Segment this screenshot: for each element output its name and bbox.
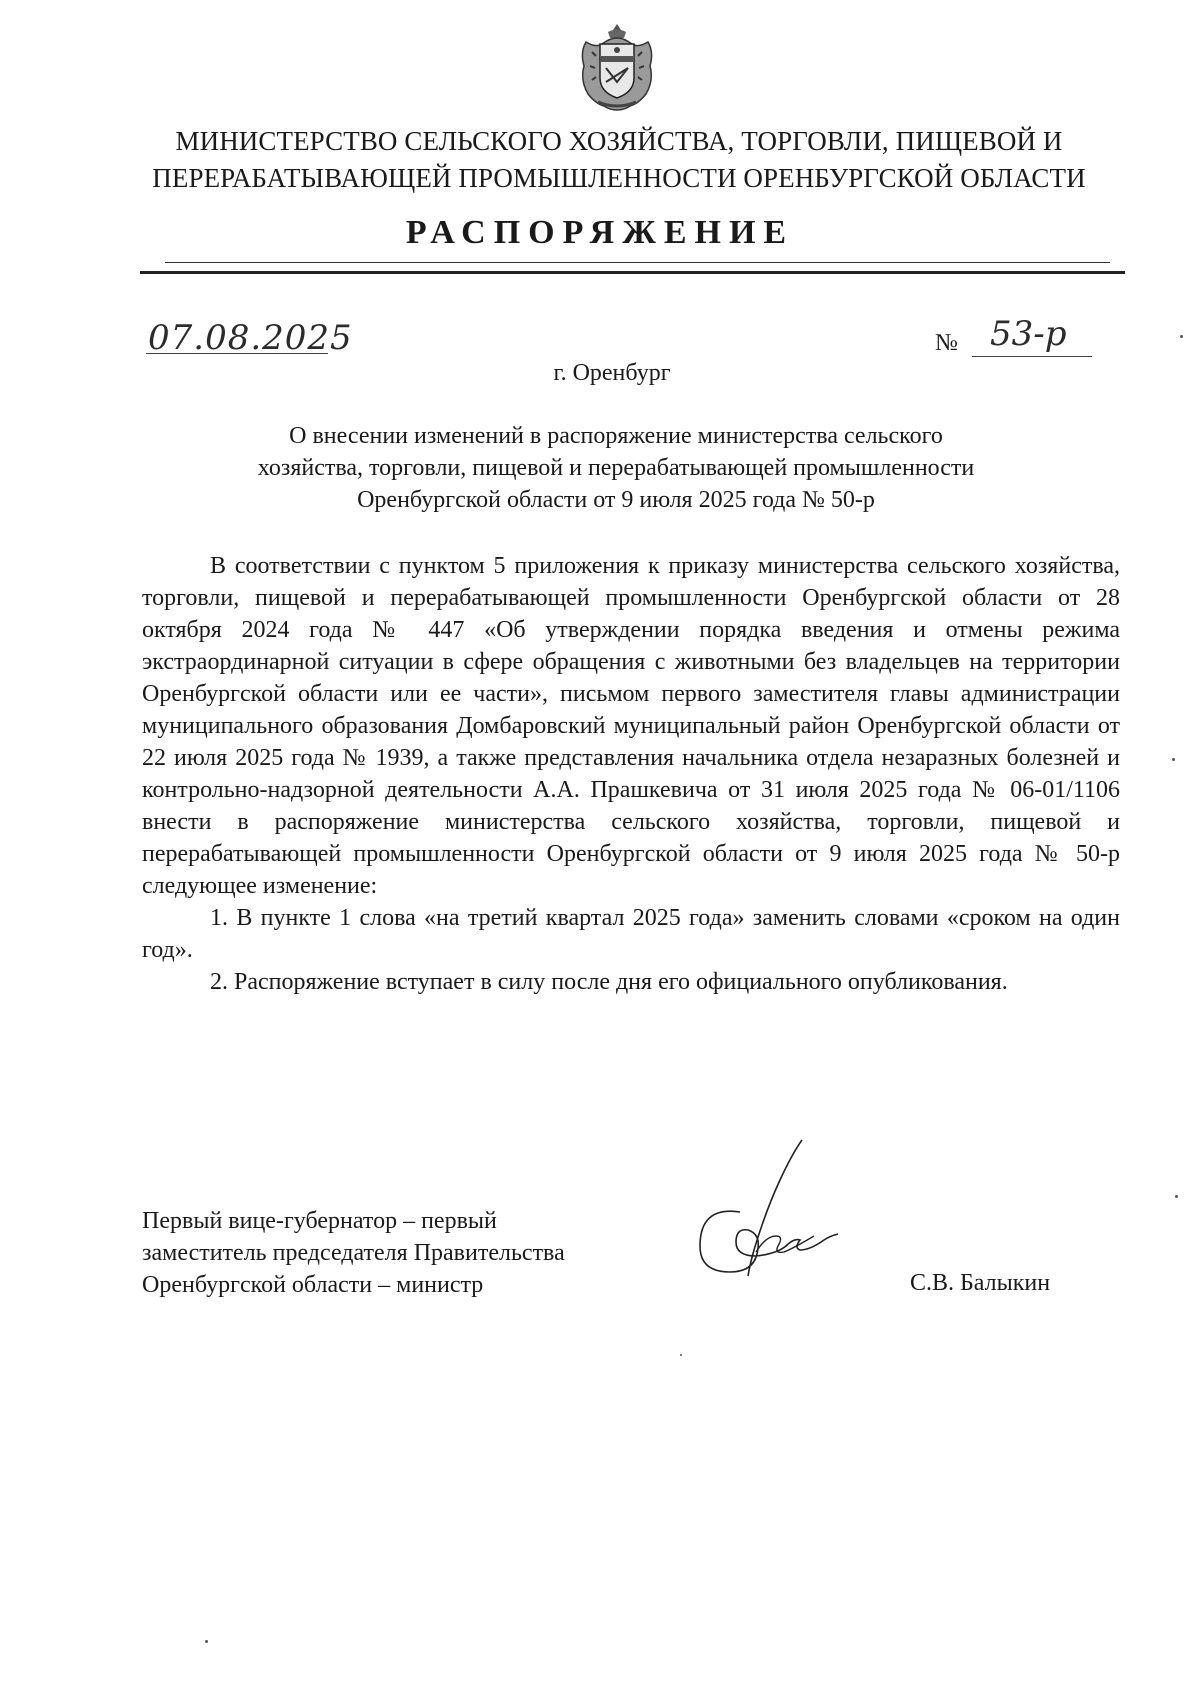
signatory-title-line-2: заместитель председателя Правительства — [142, 1240, 565, 1266]
document-number: 53-р — [990, 314, 1067, 354]
scan-speck — [205, 1640, 208, 1643]
scan-speck — [1180, 335, 1183, 338]
document-date: 07.08.2025 — [148, 318, 353, 358]
ministry-name-line-2: ПЕРЕРАБАТЫВАЮЩЕЙ ПРОМЫШЛЕННОСТИ ОРЕНБУРГСКОЙ ОБЛАСТИ — [152, 163, 1086, 193]
document-type-heading: РАСПОРЯЖЕНИЕ — [405, 214, 795, 251]
header-rule-thin — [165, 262, 1110, 263]
signatory-title — [142, 1205, 565, 1301]
signatory-title-line-3: Оренбургской области – министр — [142, 1272, 484, 1298]
city-label: г. Оренбург — [553, 360, 671, 386]
subject-line-3: Оренбургской области от 9 июля 2025 года № 50-р — [357, 487, 875, 513]
number-underline — [972, 356, 1092, 357]
body-paragraph: В соответствии с пунктом 5 приложения к приказу министерства сельского хозяйства, торговли, пищевой и перерабатывающей промышленности Оренбургской области от 28 октября 2024 года № 447 «Об утверждении порядка введения и отмены режима экстраординарной ситуации в сфере обращения с животными без владельцев на территории Оренбургской области или ее части», письмом первого заместителя главы администрации муниципального образования Домбаровский муниципальный район Оренбургской области от 22 июля 2025 года № 1939, а также представления начальника отдела незаразных болезней и контрольно-надзорной деятельности А.А. Прашкевича от 31 июля 2025 года № 06-01/1106 внести в распоряжение министерства сельского хозяйства, торговли, пищевой и перерабатывающей промышленности Оренбургской области от 9 июля 2025 года № 50-р следующее изменение: — [142, 553, 1120, 899]
body-items-list — [142, 902, 1120, 998]
signatory-name: С.В. Балыкин — [910, 1270, 1051, 1296]
document-subject — [140, 420, 1092, 516]
subject-line-2: хозяйства, торговли, пищевой и перерабатывающей промышленности — [257, 455, 975, 481]
date-underline — [146, 353, 328, 354]
coat-of-arms-icon — [578, 22, 656, 112]
body-item-2: 2. Распоряжение вступает в силу после дня его официального опубликования. — [210, 969, 1008, 995]
header-rule-thick — [140, 271, 1125, 274]
ministry-name-line-1: МИНИСТЕРСТВО СЕЛЬСКОГО ХОЗЯЙСТВА, ТОРГОВЛИ, ПИЩЕВОЙ И — [175, 126, 1063, 156]
body-item-1: 1. В пункте 1 слова «на третий квартал 2025 года» заменить словами «сроком на один год». — [142, 905, 1120, 963]
document-body — [142, 550, 1120, 998]
handwritten-signature — [660, 1130, 840, 1300]
scan-speck — [680, 1354, 682, 1356]
number-sign: № — [935, 330, 958, 356]
scan-speck — [1175, 1195, 1178, 1198]
signatory-title-line-1: Первый вице-губернатор – первый — [142, 1208, 497, 1234]
subject-line-1: О внесении изменений в распоряжение министерства сельского — [289, 423, 943, 449]
scan-speck — [1172, 758, 1175, 761]
